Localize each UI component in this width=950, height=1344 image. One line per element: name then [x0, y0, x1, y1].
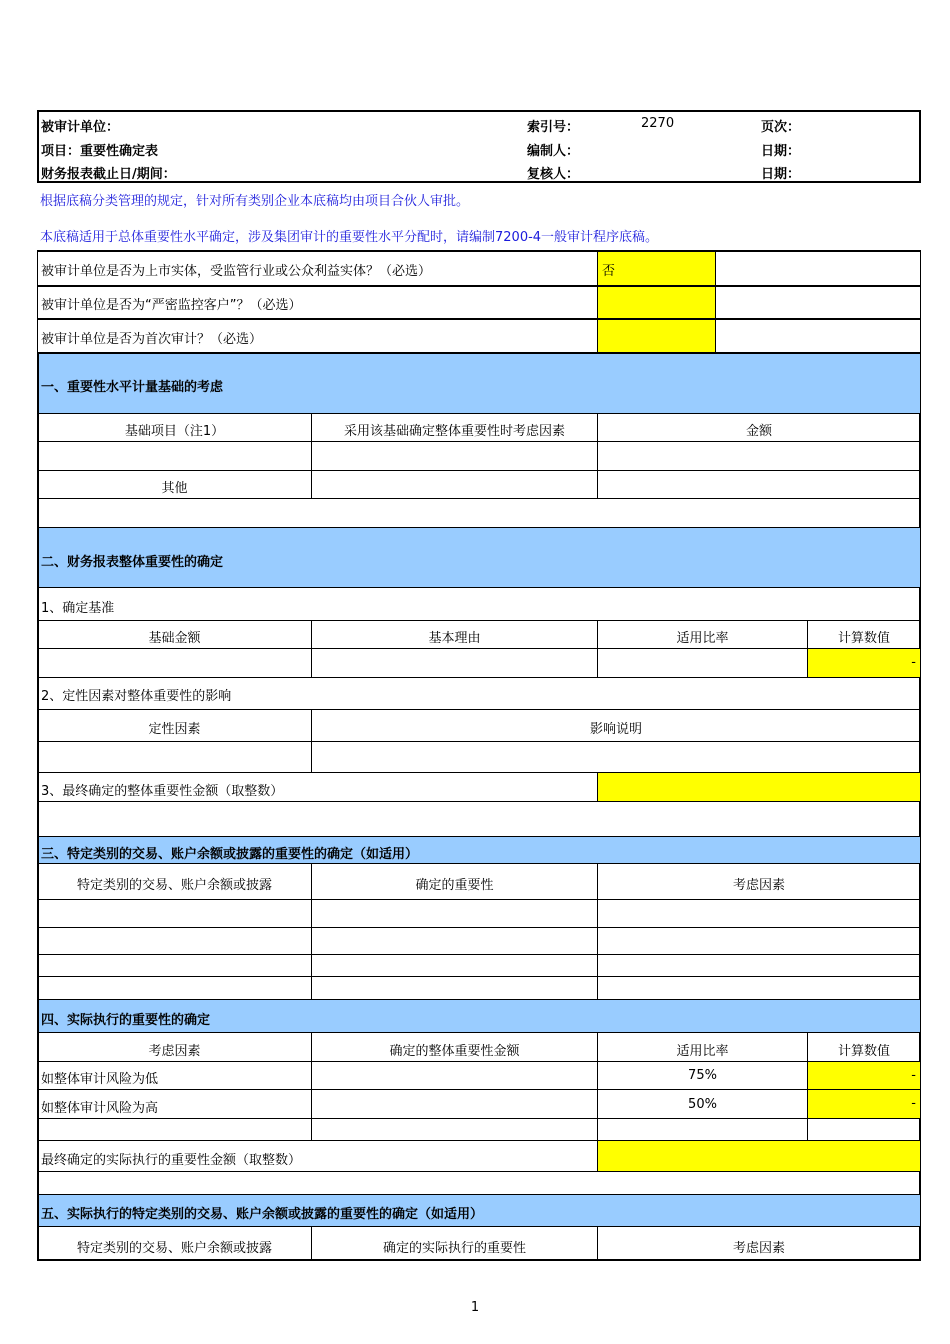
s2-col-reason: 基本理由 [428, 631, 481, 646]
s1-col-basis: 基础项目（注1） [124, 424, 225, 439]
s1-col-factors: 采用该基础确定整体重要性时考虑因素 [343, 424, 565, 439]
s5-col-factors: 考虑因素 [732, 1241, 785, 1256]
s4-row-high: 如整体审计风险为高 [41, 1101, 159, 1116]
index-value: 2270 [641, 116, 675, 131]
s4-rate-low: 75% [688, 1068, 717, 1083]
s4-rate-high: 50% [688, 1097, 717, 1112]
s4-col-rate: 适用比率 [676, 1044, 729, 1059]
s2-calc-value: - [911, 655, 916, 670]
project-label: 项目：重要性确定表 [41, 144, 159, 159]
s4-calc-high: - [911, 1096, 916, 1111]
section2-title: 二、财务报表整体重要性的确定 [41, 555, 224, 570]
s2-sub-qualitative: 2、定性因素对整体重要性的影响 [41, 689, 232, 704]
s1-row-other: 其他 [161, 481, 188, 496]
date-label-2: 日期： [761, 167, 801, 182]
question-first-audit: 被审计单位是否为首次审计？（必选） [41, 332, 263, 347]
s3-col-materiality: 确定的重要性 [415, 878, 494, 893]
s4-final-amount[interactable] [598, 1141, 920, 1171]
section4-title: 四、实际执行的重要性的确定 [41, 1013, 211, 1028]
auditee-label: 被审计单位： [41, 120, 120, 135]
s5-col-category: 特定类别的交易、账户余额或披露 [76, 1241, 272, 1256]
s4-row-low: 如整体审计风险为低 [41, 1072, 159, 1087]
s4-calc-low-cell[interactable] [808, 1062, 920, 1089]
answer-listed-entity-value: 否 [602, 264, 616, 279]
s2-sub-benchmark: 1、确定基准 [41, 601, 115, 616]
index-label: 索引号： [527, 120, 580, 135]
note-approval: 根据底稿分类管理的规定，针对所有类别企业本底稿均由项目合伙人审批。 [40, 194, 470, 209]
s2-calc-cell[interactable] [808, 649, 920, 677]
answer-close-monitor[interactable] [598, 287, 715, 318]
page-number: 1 [470, 1300, 480, 1315]
s3-col-category: 特定类别的交易、账户余额或披露 [76, 878, 272, 893]
s2-col-qual-factor: 定性因素 [148, 722, 201, 737]
s4-calc-low: - [911, 1068, 916, 1083]
section5-title: 五、实际执行的特定类别的交易、账户余额或披露的重要性的确定（如适用） [41, 1207, 484, 1222]
s2-sub-final: 3、最终确定的整体重要性金额（取整数） [41, 784, 284, 799]
s3-col-factors: 考虑因素 [732, 878, 785, 893]
section3-title: 三、特定类别的交易、账户余额或披露的重要性的确定（如适用） [41, 847, 419, 862]
s5-col-materiality: 确定的实际执行的重要性 [382, 1241, 526, 1256]
s2-col-rate: 适用比率 [676, 631, 729, 646]
s2-col-base-amount: 基础金额 [148, 631, 201, 646]
question-close-monitor: 被审计单位是否为“严密监控客户”？（必选） [41, 298, 302, 313]
s4-col-overall: 确定的整体重要性金额 [389, 1044, 520, 1059]
note-scope: 本底稿适用于总体重要性水平确定，涉及集团审计的重要性水平分配时，请编制7200-4一般审计程序底稿。 [40, 230, 659, 245]
reviewer-label: 复核人： [527, 167, 580, 182]
header-box [37, 110, 921, 183]
section1-title: 一、重要性水平计量基础的考虑 [41, 380, 224, 395]
answer-listed-entity[interactable] [598, 252, 715, 285]
s4-calc-high-cell[interactable] [808, 1090, 920, 1118]
s1-col-amount: 金额 [745, 424, 772, 439]
page-label: 页次： [761, 120, 801, 135]
s4-final-label: 最终确定的实际执行的重要性金额（取整数） [41, 1153, 302, 1168]
s2-col-calc: 计算数值 [837, 631, 890, 646]
period-label: 财务报表截止日/期间： [41, 167, 176, 182]
s4-col-factor: 考虑因素 [148, 1044, 201, 1059]
date-label-1: 日期： [761, 144, 801, 159]
s4-col-calc: 计算数值 [837, 1044, 890, 1059]
answer-first-audit[interactable] [598, 320, 715, 352]
s2-final-amount[interactable] [598, 773, 920, 801]
preparer-label: 编制人： [527, 144, 580, 159]
question-listed-entity: 被审计单位是否为上市实体，受监管行业或公众利益实体？（必选） [41, 264, 432, 279]
s2-col-effect: 影响说明 [589, 722, 642, 737]
